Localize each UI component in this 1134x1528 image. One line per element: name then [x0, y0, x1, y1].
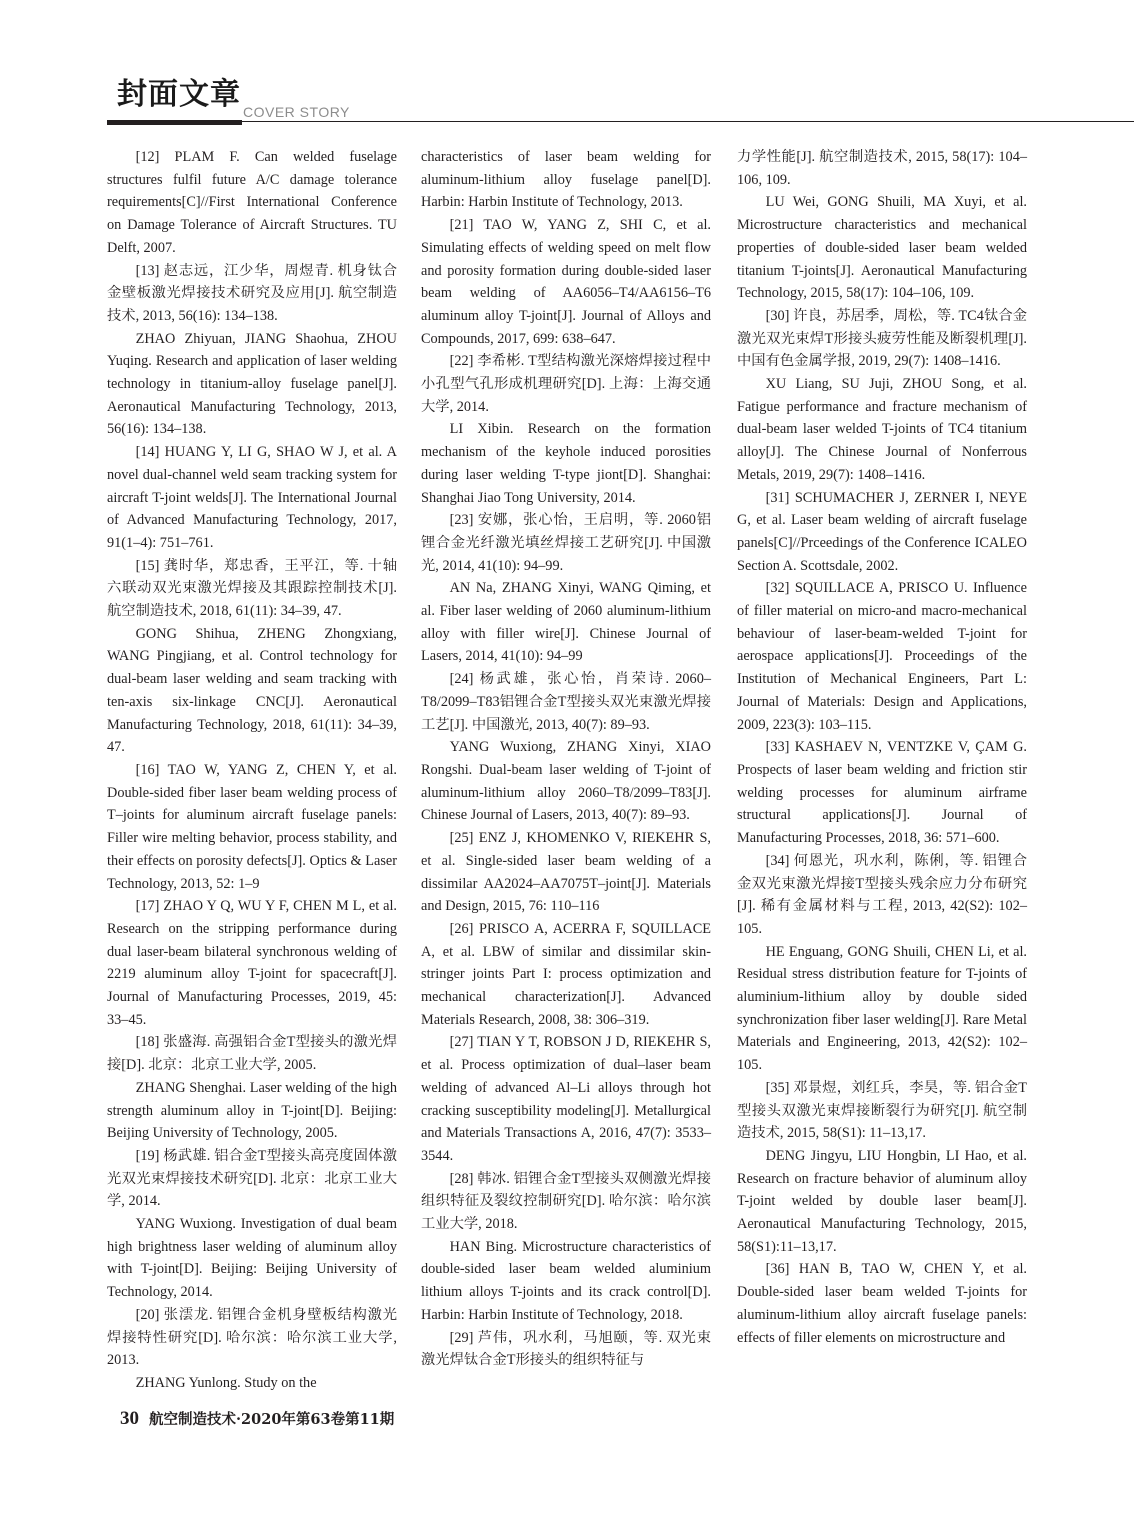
- reference-entry: [28] 韩冰. 铝锂合金T型接头双侧激光焊接组织特征及裂纹控制研究[D]. 哈尔滨：哈尔滨工业大学, 2018.: [421, 1170, 711, 1233]
- reference-entry: [19] 杨武雄. 铝合金T型接头高亮度固体激光双光束焊接技术研究[D]. 北京：北京工业大学, 2014.: [107, 1147, 397, 1210]
- reference-entry: LU Wei, GONG Shuili, MA Xuyi, et al. Microstructure characteristics and mechanical properties of double-sided laser beam welded titanium T-joints[J]. Aeronautical Manufacturing Technology, 2015, 58(17): 104–106, 109.: [737, 194, 1027, 302]
- reference-column-3: [737, 146, 1027, 1349]
- reference-entry: [12] PLAM F. Can welded fuselage structures fulfil future A/C damage tolerance requirements[C]//First International Conference on Damage Tolerance of Aircraft Structures. TU Delft, 2007.: [107, 149, 397, 256]
- reference-entry: ZHANG Shenghai. Laser welding of the high strength aluminum alloy in T-joint[D]. Beijing: Beijing University of Technology, 2005.: [107, 1079, 397, 1142]
- reference-entry: [18] 张盛海. 高强铝合金T型接头的激光焊接[D]. 北京：北京工业大学, 2005.: [107, 1034, 397, 1074]
- page-footer: [120, 1408, 394, 1430]
- reference-entry: [20] 张澐龙. 铝锂合金机身壁板结构激光焊接特性研究[D]. 哈尔滨：哈尔滨工业大学, 2013.: [107, 1306, 397, 1369]
- reference-entry: [24] 杨武雄，张心怡，肖荣诗. 2060–T8/2099–T83铝锂合金T型接头双光束激光焊接工艺[J]. 中国激光, 2013, 40(7): 89–93.: [421, 671, 711, 733]
- reference-entry: [14] HUANG Y, LI G, SHAO W J, et al. A novel dual-channel weld seam tracking system for aircraft T-joint welds[J]. The International Journal of Advanced Manufacturing Technology, 2017, 91(1–4): 751–761.: [107, 444, 397, 551]
- reference-entry: [13] 赵志远，江少华，周煜青. 机身钛合金壁板激光焊接技术研究及应用[J]. 航空制造技术, 2013, 56(16): 134–138.: [107, 262, 397, 324]
- reference-entry: ZHANG Yunlong. Study on the: [135, 1374, 317, 1391]
- reference-entry: 力学性能[J]. 航空制造技术, 2015, 58(17): 104–106, 109.: [737, 149, 1027, 188]
- reference-entry: [29] 芦伟，巩水利，马旭颐，等. 双光束激光焊钛合金T形接头的组织特征与: [421, 1329, 711, 1369]
- page-header: [0, 0, 1134, 130]
- reference-entry: [31] SCHUMACHER J, ZERNER I, NEYE G, et al. Laser beam welding of aircraft fuselage panels[C]//Prceedings of the Conference ICALEO Section A. Scottsdale, 2002.: [737, 489, 1027, 574]
- reference-entry: [21] TAO W, YANG Z, SHI C, et al. Simulating effects of welding speed on melt flow and porosity formation during double-sided laser beam welding of AA6056–T4/AA6156–T6 aluminum alloy T-joint[J]. Journal of Alloys and Compounds, 2017, 699: 638–647.: [421, 217, 711, 347]
- reference-entry: LI Xibin. Research on the formation mechanism of the keyhole induced porosities during laser welding T-type jiont[D]. Shanghai: Shanghai Jiao Tong University, 2014.: [421, 421, 711, 506]
- reference-entry: [23] 安娜，张心怡，王启明，等. 2060铝锂合金光纤激光填丝焊接工艺研究[J]. 中国激光, 2014, 41(10): 94–99.: [421, 512, 711, 574]
- reference-entry: [22] 李希彬. T型结构激光深熔焊接过程中小孔型气孔形成机理研究[D]. 上海：上海交通大学, 2014.: [421, 353, 711, 415]
- reference-entry: [33] KASHAEV N, VENTZKE V, ÇAM G. Prospects of laser beam welding and friction stir welding processes for aluminum airframe structural applications[J]. Journal of Manufacturing Processes, 2018, 36: 571–600.: [737, 739, 1027, 847]
- reference-entry: [32] SQUILLACE A, PRISCO U. Influence of filler material on micro-and macro-mechanical behaviour of laser-beam-welded T-joint for aerospace applications[J]. Proceedings of the Institution of Mechanical Engineers, Part L: Journal of Materials: Design and Applications, 2009, 223(3): 103–115.: [737, 580, 1027, 733]
- reference-entry: AN Na, ZHANG Xinyi, WANG Qiming, et al. Fiber laser welding of 2060 aluminum-lithium alloy with filler wire[J]. Chinese Journal of Lasers, 2014, 41(10): 94–99: [421, 580, 711, 665]
- reference-entry: YANG Wuxiong, ZHANG Xinyi, XIAO Rongshi. Dual-beam laser welding of T-joint of aluminum-lithium alloy 2060–T8/2099–T83[J]. Chinese Journal of Lasers, 2013, 40(7): 89–93.: [421, 739, 711, 824]
- reference-entry: DENG Jingyu, LIU Hongbin, LI Hao, et al. Research on fracture behavior of aluminum alloy T-joint welded by double laser beam[J]. Aeronautical Manufacturing Technology, 2015, 58(S1):11–13,17.: [737, 1147, 1027, 1255]
- reference-entry: [16] TAO W, YANG Z, CHEN Y, et al. Double-sided fiber laser beam welding process of T–joints for aluminum aircraft fuselage panels: Filler wire melting behavior, process stability, and their effects on porosity defects[J]. Optics & Laser Technology, 2013, 52: 1–9: [107, 761, 397, 892]
- reference-entry: characteristics of laser beam welding for aluminum-lithium alloy fuselage panel[D]. Harbin: Harbin Institute of Technology, 2013.: [421, 149, 711, 211]
- reference-entry: [26] PRISCO A, ACERRA F, SQUILLACE A, et al. LBW of similar and dissimilar skin-stringer joints Part I: process optimization and mechanical characterization[J]. Advanced Materials Research, 2008, 38: 306–319.: [421, 920, 711, 1028]
- header-rule-thin: [242, 121, 1134, 122]
- reference-entry: ZHAO Zhiyuan, JIANG Shaohua, ZHOU Yuqing. Research and application of laser welding technology in titanium-alloy fuselage panel[J]. Aeronautical Manufacturing Technology, 2013, 56(16): 134–138.: [107, 330, 397, 438]
- reference-entry: [15] 龚时华，郑忠香，王平江，等. 十轴六联动双光束激光焊接及其跟踪控制技术[J]. 航空制造技术, 2018, 61(11): 34–39, 47.: [107, 557, 397, 620]
- page-number: 30: [120, 1408, 139, 1429]
- reference-column-2: [421, 146, 711, 1372]
- reference-entry: XU Liang, SU Juji, ZHOU Song, et al. Fatigue performance and fracture mechanism of dual-beam laser welded T-joints of TC4 titanium alloy[J]. The Chinese Journal of Nonferrous Metals, 2019, 29(7): 1408–1416.: [737, 376, 1027, 483]
- reference-entry: HAN Bing. Microstructure characteristics of double-sided laser beam welded aluminium lithium alloys T-joints and its crack control[D]. Harbin: Harbin Institute of Technology, 2018.: [421, 1238, 711, 1323]
- header-rule-thick: [107, 120, 242, 125]
- reference-entry: YANG Wuxiong. Investigation of dual beam high brightness laser welding of aluminum alloy with T-joint[D]. Beijing: Beijing University of Technology, 2014.: [107, 1216, 397, 1301]
- reference-entry: [25] ENZ J, KHOMENKO V, RIEKEHR S, et al. Single-sided laser beam welding of a dissimilar AA2024–AA7075T–joint[J]. Materials and Design, 2015, 76: 110–116: [421, 830, 711, 915]
- reference-entry: GONG Shihua, ZHENG Zhongxiang, WANG Pingjiang, et al. Control technology for dual-beam laser welding and seam tracking with ten-axis six-linkage CNC[J]. Aeronautical Manufacturing Technology, 2018, 61(11): 34–39, 47.: [107, 625, 397, 756]
- section-subtitle: COVER STORY: [243, 104, 350, 120]
- reference-entry: [30] 许良，苏居季，周松，等. TC4钛合金激光双光束焊T形接头疲劳性能及断裂机理[J]. 中国有色金属学报, 2019, 29(7): 1408–1416.: [737, 307, 1027, 370]
- reference-entry: [36] HAN B, TAO W, CHEN Y, et al. Double-sided laser beam welded T-joints for aluminum-lithium alloy aircraft fuselage panels: effects of filler elements on microstructure and: [737, 1261, 1027, 1346]
- reference-entry: [34] 何恩光，巩水利，陈俐，等. 铝锂合金双光束激光焊接T型接头残余应力分布研究[J]. 稀有金属材料与工程, 2013, 42(S2): 102–105.: [737, 852, 1027, 937]
- section-title: 封面文章: [117, 77, 241, 112]
- journal-info: 航空制造技术·2020年第63卷第11期: [149, 1411, 395, 1428]
- reference-entry: [35] 邓景煜，刘红兵，李昊，等. 铝合金T型接头双激光束焊接断裂行为研究[J]. 航空制造技术, 2015, 58(S1): 11–13,17.: [737, 1079, 1027, 1142]
- reference-entry: [27] TIAN Y T, ROBSON J D, RIEKEHR S, et al. Process optimization of dual–laser beam welding of advanced Al–Li alloys through hot cracking susceptibility modeling[J]. Metallurgical and Materials Transactions A, 2016, 47(7): 3533–3544.: [421, 1034, 711, 1164]
- reference-column-1: [107, 146, 397, 1395]
- reference-entry: HE Enguang, GONG Shuili, CHEN Li, et al. Residual stress distribution feature for T-joints of aluminium-lithium alloy by double sided synchronization fiber laser welding[J]. Rare Metal Materials and Engineering, 2013, 42(S2): 102–105.: [737, 943, 1027, 1074]
- reference-entry: [17] ZHAO Y Q, WU Y F, CHEN M L, et al. Research on the stripping performance during dual laser-beam bilateral synchronous welding of 2219 aluminum alloy T-joint for spacecraft[J]. Journal of Manufacturing Processes, 2019, 45: 33–45.: [107, 898, 397, 1028]
